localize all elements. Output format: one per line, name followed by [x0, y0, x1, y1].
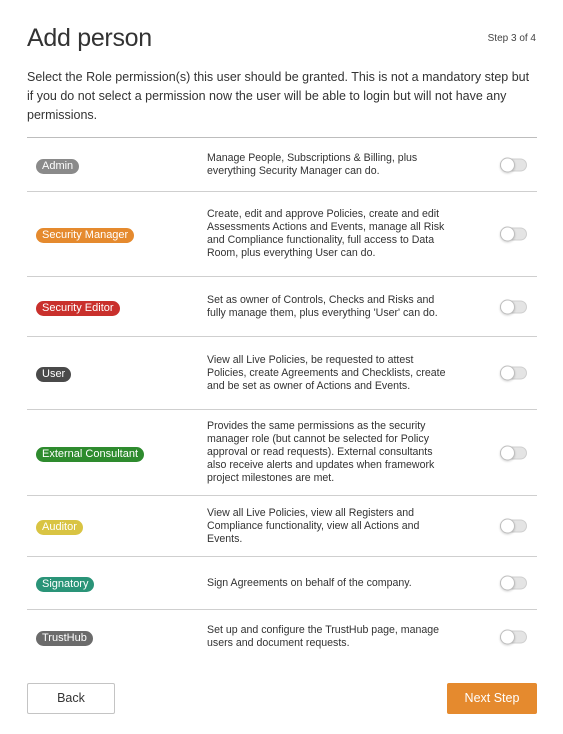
role-badge-security-manager: Security Manager	[36, 228, 134, 243]
role-permissions-table	[27, 137, 537, 664]
toggle-knob	[500, 157, 515, 172]
role-badge-auditor: Auditor	[36, 520, 83, 535]
toggle-knob	[500, 576, 515, 591]
toggle-knob	[500, 299, 515, 314]
role-toggle-signatory[interactable]	[500, 577, 527, 590]
next-step-button[interactable]: Next Step	[447, 683, 537, 714]
role-toggle-user[interactable]	[500, 367, 527, 380]
role-badge-signatory: Signatory	[36, 577, 94, 592]
role-description-trusthub: Set up and configure the TrustHub page, manage users and document requests.	[207, 624, 440, 649]
role-description-security-manager: Create, edit and approve Policies, create and edit Assessments Actions and Events, manage all Risk and Compliance functionality, full access to Data Room, plus everything User can do.	[207, 208, 445, 259]
role-row-external-consultant	[27, 410, 537, 496]
toggle-knob	[500, 366, 515, 381]
toggle-knob	[500, 519, 515, 534]
role-badge-trusthub: TrustHub	[36, 631, 93, 646]
role-description-external-consultant: Provides the same permissions as the security manager role (but cannot be selected for Policy approval or read requests). External consultants also receive alerts and updates when framework project milestones are met.	[207, 420, 435, 484]
page-title: Add person	[27, 24, 152, 52]
role-badge-admin: Admin	[36, 159, 79, 174]
toggle-knob	[500, 227, 515, 242]
step-indicator: Step 3 of 4	[487, 33, 536, 44]
role-toggle-security-manager[interactable]	[500, 228, 527, 241]
role-row-signatory	[27, 557, 537, 610]
role-row-security-editor	[27, 277, 537, 337]
role-row-admin	[27, 138, 537, 192]
role-row-security-manager	[27, 192, 537, 277]
role-toggle-auditor[interactable]	[500, 520, 527, 533]
role-badge-external-consultant: External Consultant	[36, 447, 144, 462]
role-description-signatory: Sign Agreements on behalf of the company.	[207, 576, 412, 589]
role-badge-user: User	[36, 367, 71, 382]
toggle-knob	[500, 630, 515, 645]
role-toggle-trusthub[interactable]	[500, 631, 527, 644]
role-row-auditor	[27, 496, 537, 557]
role-toggle-external-consultant[interactable]	[500, 446, 527, 459]
toggle-knob	[500, 445, 515, 460]
role-row-trusthub	[27, 610, 537, 664]
role-description-user: View all Live Policies, be requested to attest Policies, create Agreements and Checklists, create and be set as owner of Actions and Events.	[207, 353, 446, 392]
role-row-user	[27, 337, 537, 410]
role-description-admin: Manage People, Subscriptions & Billing, plus everything Security Manager can do.	[207, 151, 418, 177]
intro-text: Select the Role permission(s) this user should be granted. This is not a mandatory step but if you do not select a permission now the user will be able to login but will not have any permissions.	[27, 70, 530, 122]
role-toggle-admin[interactable]	[500, 158, 527, 171]
role-toggle-security-editor[interactable]	[500, 300, 527, 313]
back-button[interactable]: Back	[27, 683, 115, 714]
role-badge-security-editor: Security Editor	[36, 301, 120, 316]
role-description-security-editor: Set as owner of Controls, Checks and Risks and fully manage them, plus everything 'User' can do.	[207, 293, 438, 319]
role-description-auditor: View all Live Policies, view all Registers and Compliance functionality, view all Actions and Events.	[207, 506, 420, 545]
